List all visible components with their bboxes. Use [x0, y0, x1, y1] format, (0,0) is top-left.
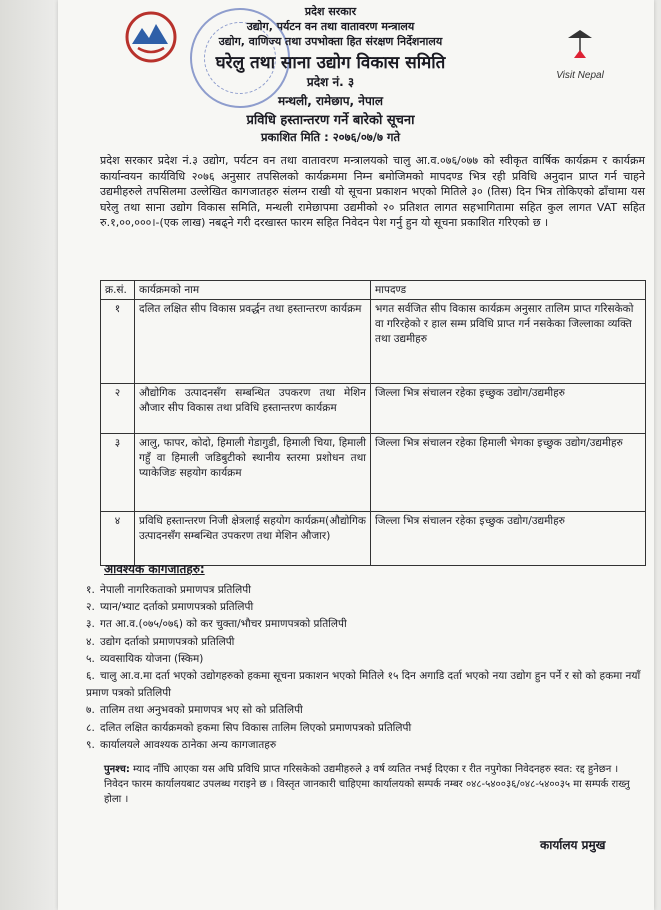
- item-num: ५.: [86, 652, 95, 665]
- office-chief-signature: कार्यालय प्रमुख: [540, 838, 606, 852]
- table-row: [101, 300, 646, 384]
- row-criteria: जिल्ला भित्र संचालन रहेका इच्छुक उद्योग/उद्यमीहरु: [371, 384, 646, 434]
- list-item: [86, 702, 646, 719]
- header-line-3: उद्योग, वाणिज्य तथा उपभोक्ता हित संरक्षण निर्देशनालय: [218, 35, 443, 48]
- item-text: चालु आ.व.मा दर्ता भएको उद्योगहरुको हकमा सूचना प्रकाशन भएको मितिले १५ दिन अगाडि दर्ता भएको नया उद्योग हुन पर्ने र सो को हकमा नयाँ प्रमाण पत्रको प्रतिलिपी: [86, 670, 641, 700]
- item-text: कार्यालयले आवश्यक ठानेका अन्य कागजातहरु: [100, 738, 277, 751]
- item-text: दलित लक्षित कार्यक्रमको हकमा सिप विकास तालिम लिएको प्रमाणपत्रको प्रतिलिपी: [100, 721, 412, 734]
- program-table: [100, 280, 646, 566]
- header-line-2: उद्योग, पर्यटन वन तथा वातावरण मन्त्रालय: [246, 20, 415, 33]
- item-text: तालिम तथा अनुभवको प्रमाणपत्र भए सो को प्रतिलिपी: [100, 704, 303, 717]
- row-num: ४: [101, 512, 135, 566]
- postscript-text: म्याद नाँघि आएका यस अघि प्रविधि प्राप्त गरिसकेको उद्यमीहरुले ३ वर्ष व्यतित नभई दिएका र रीत नपुगेका निवेदनहरु स्वत: रद्द हुनेछन । निवेदन फारम कार्यालयबाट उपलब्ध गराइने छ । विस्तृत जानकारी चाहिएमा कार्यालयको सम्पर्क नम्बर ०४८-५४००३६/०४८-५४००३५ मा सम्पर्क राख्नु होला ।: [104, 764, 630, 805]
- row-program: प्रविधि हस्तान्तरण निजी क्षेत्रलाई सहयोग कार्यक्रम(औद्योगिक उत्पादनसँग सम्बन्धित उपकरण तथा मेशिन औजार): [135, 512, 371, 566]
- list-item: [86, 720, 646, 737]
- table-header-row: [101, 281, 646, 300]
- row-program: दलित लक्षित सीप विकास प्रवर्द्धन तथा हस्तान्तरण कार्यक्रम: [135, 300, 371, 384]
- item-num: १.: [86, 584, 95, 596]
- row-num: २: [101, 384, 135, 434]
- item-text: उद्योग दर्ताको प्रमाणपत्रको प्रतिलिपी: [100, 635, 235, 648]
- item-text: व्यवसायिक योजना (स्किम): [100, 652, 204, 665]
- header-line-1: प्रदेश सरकार: [304, 5, 357, 18]
- list-item: [86, 737, 646, 754]
- row-program: औद्योगिक उत्पादनसँग सम्बन्धित उपकरण तथा मेशिन औजार सीप विकास तथा प्रविधि हस्तान्तरण कार्यक्रम: [135, 384, 371, 434]
- list-item: [86, 582, 646, 599]
- col-header-num: क्र.सं.: [101, 281, 135, 300]
- list-item: [86, 634, 646, 651]
- item-num: ४.: [86, 635, 95, 648]
- documents-title: आवश्यक कागजातहरु:: [104, 562, 205, 576]
- table-row: [101, 384, 646, 434]
- address: मन्थली, रामेछाप, नेपाल: [277, 94, 383, 108]
- intro-paragraph: प्रदेश सरकार प्रदेश नं.३ उद्योग, पर्यटन वन तथा वातावरण मन्त्रालयको चालु आ.व.०७६/०७७ को स्वीकृत वार्षिक कार्यक्रम र कार्यक्रम कार्यान्वयन कार्यविधि २०७६ अनुसार तपसिलको कार्यक्रममा निम्न बमोजिमको मापदण्ड भित्र रही प्रविधि अनुदान प्राप्त गर्न चाहने उद्यमीहरुले तपसिलमा उल्लेखित कागजातहरु संलग्न राखी यो सूचना प्रकाशन भएको मितिले ३० (तिस) दिन भित्र तोकिएको ढाँचामा यस घरेलु तथा साना उद्योग विकास समिति, मन्थली रामेछापमा उद्यमीको २० प्रतिशत लागत सहभागितामा सहित कुल लागत VAT सहित रु.१,००,०००।-(एक लाख) नबढ्ने गरी दरखास्त फारम सहित निवेदन पेश गर्नु हुन यो सूचना प्रकाशित गरिएको छ ।: [100, 154, 645, 230]
- col-header-program: कार्यक्रमको नाम: [135, 281, 371, 300]
- item-text: प्यान/भ्याट दर्ताको प्रमाणपत्रको प्रतिलिपी: [100, 601, 254, 614]
- item-num: २.: [86, 601, 95, 614]
- item-text: नेपाली नागरिकताको प्रमाणपत्र प्रतिलिपी: [100, 584, 251, 596]
- table-row: [101, 512, 646, 566]
- list-item: [86, 599, 646, 616]
- visit-logo-text: Visit Nepal: [556, 70, 604, 81]
- row-criteria: भगत सर्वजित सीप विकास कार्यक्रम अनुसार तालिम प्राप्त गरिसकेको वा गरिरहेको र हाल सम्म प्रविधि प्राप्त गर्न नसकेका जिल्लाका व्यक्ति तथा उद्यमीहरु: [371, 300, 646, 384]
- item-num: ३.: [86, 618, 95, 631]
- row-criteria: जिल्ला भित्र संचालन रहेका इच्छुक उद्योग/उद्यमीहरु: [371, 512, 646, 566]
- list-item: [86, 668, 646, 702]
- postscript: [104, 762, 644, 807]
- row-num: ३: [101, 434, 135, 512]
- list-item: [86, 616, 646, 633]
- row-program: आलु, फापर, कोदो, हिमाली गेडागुडी, हिमाली चिया, हिमाली गहुँ वा हिमाली जडिबुटीको स्थानीय स्तरमा प्रशोधन तथा प्याकेजिङ सहयोग कार्यक्रम: [135, 434, 371, 512]
- row-num: १: [101, 300, 135, 384]
- list-item: [86, 651, 646, 668]
- table-row: [101, 434, 646, 512]
- row-criteria: जिल्ला भित्र संचालन रहेका हिमाली भेगका इच्छुक उद्योग/उद्यमीहरु: [371, 434, 646, 512]
- item-num: ९.: [86, 738, 95, 751]
- notice-header: [0, 0, 661, 152]
- publish-date: प्रकाशित मिति : २०७६/०७/७ गते: [261, 130, 400, 144]
- documents-list: [86, 582, 646, 754]
- notice-title: प्रविधि हस्तान्तरण गर्ने बारेको सूचना: [246, 113, 415, 128]
- postscript-label: पुनश्च:: [104, 764, 130, 775]
- item-text: गत आ.व.(०७५/०७६) को कर चुक्ता/भौचर प्रमाणपत्रको प्रतिलिपी: [100, 618, 347, 631]
- office-name: घरेलु तथा साना उद्योग विकास समिति: [215, 53, 446, 73]
- col-header-criteria: मापदण्ड: [371, 281, 646, 300]
- item-num: ७.: [86, 704, 95, 717]
- item-num: ८.: [86, 721, 95, 734]
- province: प्रदेश नं. ३: [306, 75, 355, 89]
- item-num: ६.: [86, 670, 95, 683]
